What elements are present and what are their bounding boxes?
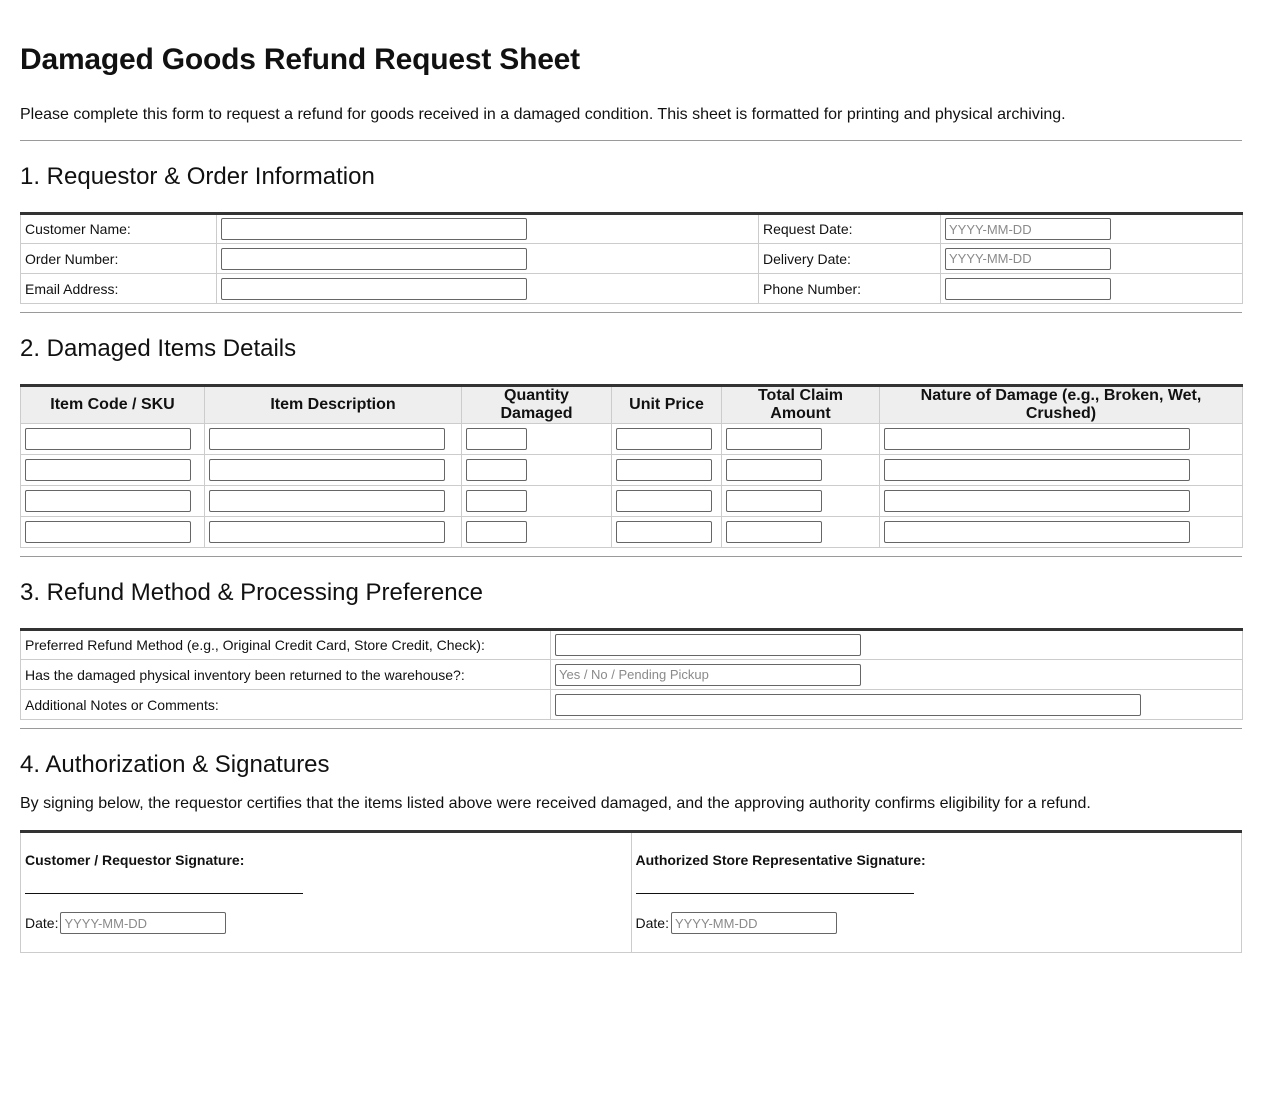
damage-nature-input[interactable]	[884, 490, 1190, 512]
quantity-input[interactable]	[466, 490, 527, 512]
quantity-input[interactable]	[466, 428, 527, 450]
representative-date-label: Date:	[635, 915, 669, 931]
section-3-heading: 3. Refund Method & Processing Preference	[20, 579, 483, 606]
email-address-input[interactable]	[221, 278, 527, 300]
col-header-item-code: Item Code / SKU	[21, 386, 205, 424]
damage-nature-cell	[880, 517, 1243, 548]
customer-signature-block	[21, 832, 632, 953]
delivery-date-cell	[941, 244, 1243, 274]
phone-number-cell	[941, 274, 1243, 304]
signature-table	[20, 830, 1242, 953]
refund-method-input[interactable]	[555, 634, 861, 656]
quantity-cell	[462, 486, 612, 517]
divider	[20, 140, 1242, 141]
table-header-row	[21, 386, 1243, 424]
inventory-returned-label: Has the damaged physical inventory been returned to the warehouse?:	[21, 660, 551, 690]
total-claim-cell	[722, 517, 880, 548]
quantity-input[interactable]	[466, 459, 527, 481]
item-description-input[interactable]	[209, 428, 445, 450]
customer-date-row	[25, 912, 627, 934]
item-code-cell	[21, 517, 205, 548]
representative-signature-label: Authorized Store Representative Signature:	[635, 852, 926, 868]
form-intro: Please complete this form to request a refund for goods received in a damaged condition. This sheet is formatted for printing and physical archiving.	[20, 106, 1066, 123]
item-description-input[interactable]	[209, 459, 445, 481]
section-2-heading: 2. Damaged Items Details	[20, 335, 297, 362]
unit-price-input[interactable]	[616, 521, 712, 543]
col-header-nature-of-damage: Nature of Damage (e.g., Broken, Wet, Crushed)	[880, 386, 1243, 424]
table-row	[21, 424, 1243, 455]
table-row	[21, 832, 1242, 953]
additional-notes-label: Additional Notes or Comments:	[21, 690, 551, 720]
item-description-input[interactable]	[209, 490, 445, 512]
quantity-cell	[462, 455, 612, 486]
unit-price-input[interactable]	[616, 490, 712, 512]
item-description-input[interactable]	[209, 521, 445, 543]
table-row	[21, 517, 1243, 548]
order-number-input[interactable]	[221, 248, 527, 270]
certification-statement: By signing below, the requestor certifies that the items listed above were received damaged, and the approving authority confirms eligibility for a refund.	[20, 795, 1091, 812]
col-header-total-claim: Total Claim Amount	[722, 386, 880, 424]
total-claim-cell	[722, 486, 880, 517]
order-number-label: Order Number:	[21, 244, 217, 274]
customer-date-input[interactable]	[60, 912, 226, 934]
damaged-items-table	[20, 384, 1243, 548]
section-4-heading: 4. Authorization & Signatures	[20, 751, 330, 778]
damage-nature-input[interactable]	[884, 428, 1190, 450]
unit-price-cell	[612, 455, 722, 486]
phone-number-label: Phone Number:	[759, 274, 941, 304]
customer-date-label: Date:	[25, 915, 59, 931]
divider	[20, 728, 1242, 729]
request-date-label: Request Date:	[759, 214, 941, 244]
item-description-cell	[205, 517, 462, 548]
unit-price-cell	[612, 517, 722, 548]
total-claim-input[interactable]	[726, 459, 822, 481]
col-header-item-description: Item Description	[205, 386, 462, 424]
item-code-cell	[21, 486, 205, 517]
damaged-items-body	[21, 424, 1243, 548]
table-row	[21, 630, 1243, 660]
unit-price-input[interactable]	[616, 428, 712, 450]
section-1-heading: 1. Requestor & Order Information	[20, 163, 375, 190]
customer-name-label: Customer Name:	[21, 214, 217, 244]
damage-nature-input[interactable]	[884, 521, 1190, 543]
col-header-quantity-damaged: Quantity Damaged	[462, 386, 612, 424]
phone-number-input[interactable]	[945, 278, 1111, 300]
total-claim-input[interactable]	[726, 521, 822, 543]
additional-notes-input[interactable]	[555, 694, 1141, 716]
quantity-input[interactable]	[466, 521, 527, 543]
delivery-date-label: Delivery Date:	[759, 244, 941, 274]
col-header-unit-price: Unit Price	[612, 386, 722, 424]
additional-notes-cell	[551, 690, 1243, 720]
total-claim-cell	[722, 424, 880, 455]
item-code-cell	[21, 455, 205, 486]
total-claim-input[interactable]	[726, 428, 822, 450]
table-row	[21, 486, 1243, 517]
inventory-returned-cell	[551, 660, 1243, 690]
quantity-cell	[462, 424, 612, 455]
table-row	[21, 214, 1243, 244]
representative-date-row	[636, 912, 1238, 934]
representative-date-input[interactable]	[671, 912, 837, 934]
page-title: Damaged Goods Refund Request Sheet	[20, 43, 580, 76]
item-code-input[interactable]	[25, 521, 191, 543]
order-number-cell	[217, 244, 759, 274]
refund-method-cell	[551, 630, 1243, 660]
table-row	[21, 274, 1243, 304]
divider	[20, 312, 1242, 313]
total-claim-cell	[722, 455, 880, 486]
requestor-info-table	[20, 212, 1243, 304]
item-description-cell	[205, 424, 462, 455]
damage-nature-cell	[880, 486, 1243, 517]
unit-price-input[interactable]	[616, 459, 712, 481]
customer-signature-line[interactable]	[25, 893, 303, 894]
email-address-label: Email Address:	[21, 274, 217, 304]
request-date-input[interactable]	[945, 218, 1111, 240]
table-row	[21, 690, 1243, 720]
customer-signature-label: Customer / Requestor Signature:	[25, 852, 245, 868]
total-claim-input[interactable]	[726, 490, 822, 512]
inventory-returned-input[interactable]	[555, 664, 861, 686]
table-row	[21, 660, 1243, 690]
email-address-cell	[217, 274, 759, 304]
item-description-cell	[205, 455, 462, 486]
quantity-cell	[462, 517, 612, 548]
damage-nature-cell	[880, 424, 1243, 455]
representative-signature-line[interactable]	[636, 893, 914, 894]
customer-name-input[interactable]	[221, 218, 527, 240]
refund-method-label: Preferred Refund Method (e.g., Original Credit Card, Store Credit, Check):	[21, 630, 551, 660]
refund-method-table	[20, 628, 1243, 720]
unit-price-cell	[612, 424, 722, 455]
representative-signature-block	[631, 832, 1242, 953]
damage-nature-input[interactable]	[884, 459, 1190, 481]
item-code-input[interactable]	[25, 459, 191, 481]
item-description-cell	[205, 486, 462, 517]
damage-nature-cell	[880, 455, 1243, 486]
item-code-input[interactable]	[25, 490, 191, 512]
unit-price-cell	[612, 486, 722, 517]
request-date-cell	[941, 214, 1243, 244]
customer-name-cell	[217, 214, 759, 244]
table-row	[21, 244, 1243, 274]
item-code-input[interactable]	[25, 428, 191, 450]
item-code-cell	[21, 424, 205, 455]
delivery-date-input[interactable]	[945, 248, 1111, 270]
table-row	[21, 455, 1243, 486]
divider	[20, 556, 1242, 557]
